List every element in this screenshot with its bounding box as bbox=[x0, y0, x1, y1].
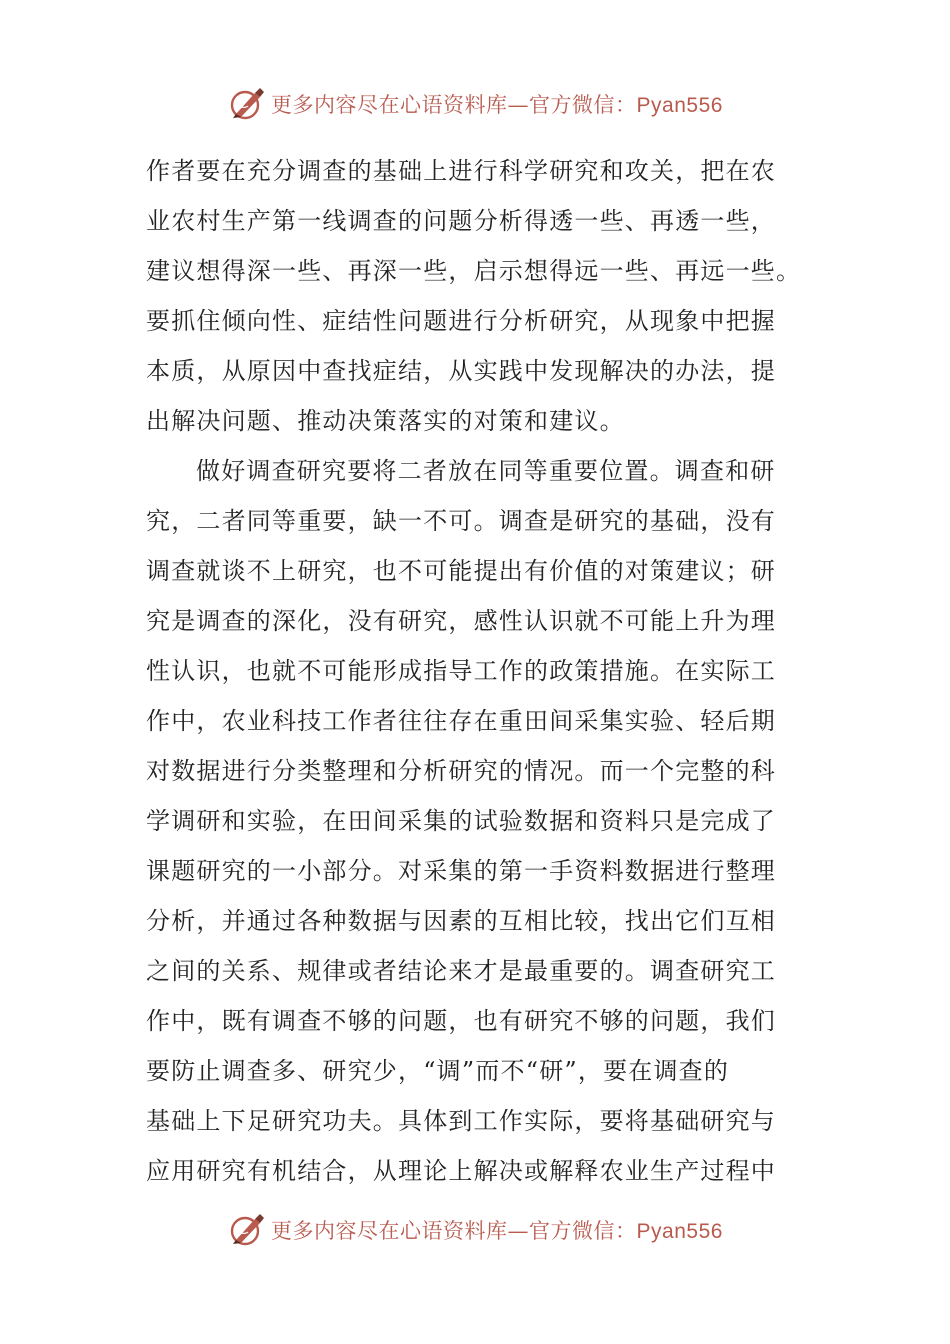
body-line: 建议想得深一些、再深一些，启示想得远一些、再远一些。 bbox=[146, 257, 802, 285]
body-line: 基础上下足研究功夫。具体到工作实际，要将基础研究与 bbox=[146, 1107, 776, 1135]
pen-logo-icon bbox=[227, 1210, 267, 1250]
body-line: 本质，从原因中查找症结，从实践中发现解决的办法，提 bbox=[146, 357, 776, 385]
body-line: 作中，农业科技工作者往往存在重田间采集实验、轻后期 bbox=[146, 707, 776, 735]
header-banner bbox=[0, 82, 950, 126]
header-banner-text: 更多内容尽在心语资料库—官方微信：Pyan556 bbox=[271, 93, 723, 117]
body-line: 究，二者同等重要，缺一不可。调查是研究的基础，没有 bbox=[146, 507, 776, 535]
document-body bbox=[146, 146, 806, 1196]
footer-banner bbox=[0, 1208, 950, 1252]
body-line: 要抓住倾向性、症结性问题进行分析研究，从现象中把握 bbox=[146, 307, 776, 335]
body-line: 作者要在充分调查的基础上进行科学研究和攻关，把在农 bbox=[146, 157, 776, 185]
paragraph-first-line: 做好调查研究要将二者放在同等重要位置。调查和研 bbox=[196, 457, 776, 485]
body-line: 应用研究有机结合，从理论上解决或解释农业生产过程中 bbox=[146, 1157, 776, 1185]
body-line: 要防止调查多、研究少，“调”而不“研”，要在调查的 bbox=[146, 1057, 730, 1085]
body-line: 作中，既有调查不够的问题，也有研究不够的问题，我们 bbox=[146, 1007, 776, 1035]
footer-banner-text: 更多内容尽在心语资料库—官方微信：Pyan556 bbox=[271, 1219, 723, 1243]
pen-logo-icon bbox=[227, 84, 267, 124]
body-line: 调查就谈不上研究，也不可能提出有价值的对策建议；研 bbox=[146, 557, 776, 585]
body-line: 对数据进行分类整理和分析研究的情况。而一个完整的科 bbox=[146, 757, 776, 785]
body-line: 出解决问题、推动决策落实的对策和建议。 bbox=[146, 407, 625, 435]
body-line: 业农村生产第一线调查的问题分析得透一些、再透一些， bbox=[146, 207, 776, 235]
body-line: 学调研和实验，在田间采集的试验数据和资料只是完成了 bbox=[146, 807, 776, 835]
body-line: 之间的关系、规律或者结论来才是最重要的。调查研究工 bbox=[146, 957, 776, 985]
body-line: 究是调查的深化，没有研究，感性认识就不可能上升为理 bbox=[146, 607, 776, 635]
body-line: 性认识，也就不可能形成指导工作的政策措施。在实际工 bbox=[146, 657, 776, 685]
body-line: 课题研究的一小部分。对采集的第一手资料数据进行整理 bbox=[146, 857, 776, 885]
body-line: 分析，并通过各种数据与因素的互相比较，找出它们互相 bbox=[146, 907, 776, 935]
